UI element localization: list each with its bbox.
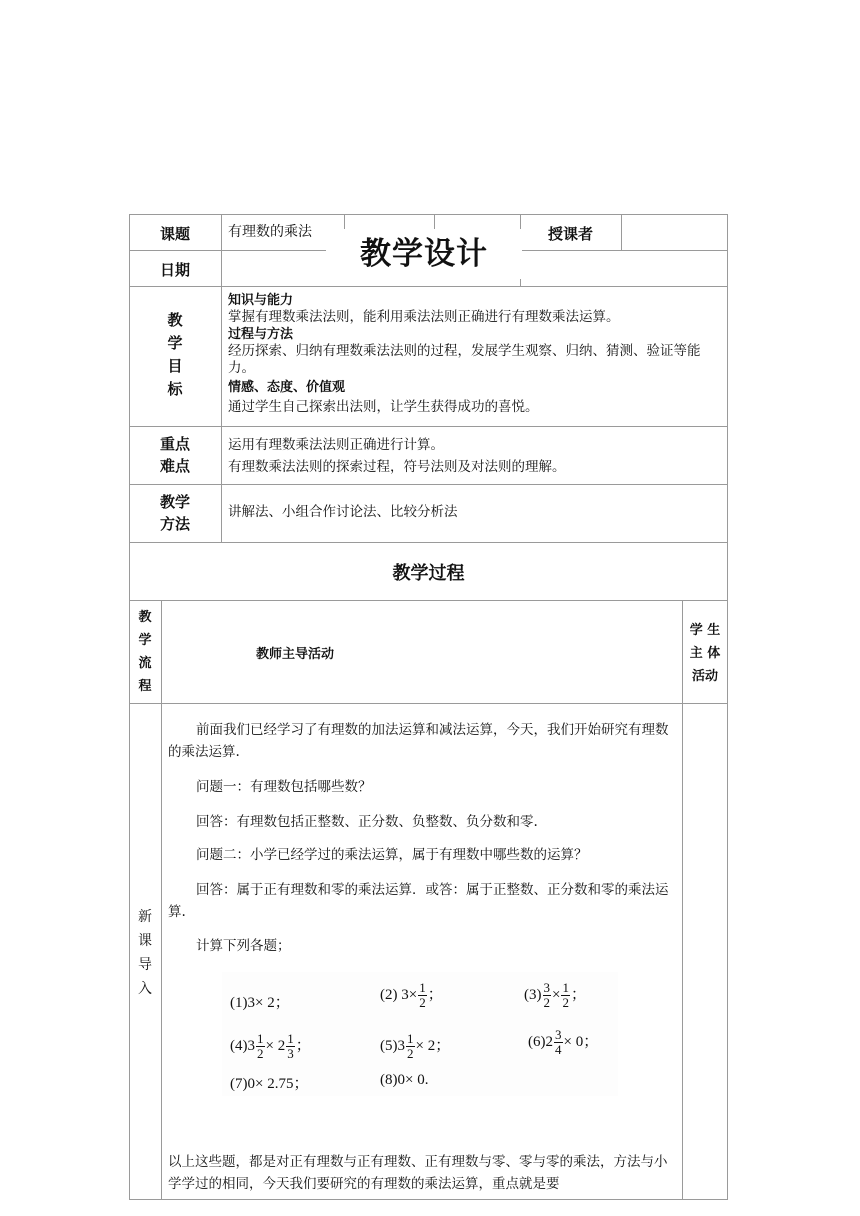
question-two: 问题二：小学已经学过的乘法运算，属于有理数中哪些数的运算？ <box>196 847 588 863</box>
answer-two: 回答：属于正有理数和零的乘法运算．或答：属于正整数、正分数和零的乘法运算. <box>168 882 669 920</box>
goals-content <box>228 292 723 416</box>
exercise-4: (4)3 $\frac{1}{2}$ × 2 $\frac{1}{3}$ ； <box>230 1031 311 1061</box>
teacher-label: 授课者 <box>547 225 593 243</box>
key-content <box>228 434 723 478</box>
summary-paragraph: 以上这些题，都是对正有理数与正有理数、正有理数与零、零与零的乘法，方法与小学学过的相同，今天我们要研究的有理数的乘法运算，重点就是要 <box>168 1154 668 1192</box>
student-activity-header: 学 生 主 体 活动 <box>689 623 721 684</box>
row-divider <box>129 600 728 601</box>
exercise-7: (7)0× 2.75； <box>230 1076 309 1092</box>
col-divider <box>221 214 222 542</box>
question-one: 问题一：有理数包括哪些数？ <box>196 779 372 795</box>
goal-text-process: 经历探索、归纳有理数乘法法则的过程，发展学生观察、归纳、猜测、验证等能力。 <box>228 343 701 376</box>
row-divider <box>129 542 728 543</box>
exercise-2: (2) 3× $\frac{1}{2}$ ； <box>380 980 443 1010</box>
goal-heading-attitude: 情感、态度、价值观 <box>228 380 346 395</box>
col-divider <box>682 600 683 1200</box>
goal-text-knowledge: 掌握有理数乘法法则，能利用乘法法则正确进行有理数乘法运算。 <box>228 309 620 325</box>
exercise-8: (8)0× 0. <box>380 1072 429 1088</box>
goal-text-attitude: 通过学生自己探索出法则，让学生获得成功的喜悦。 <box>228 399 539 415</box>
answer-one: 回答：有理数包括正整数、正分数、负整数、负分数和零. <box>196 814 538 830</box>
page-title: 教学设计 <box>326 229 522 279</box>
row-divider <box>129 484 728 485</box>
exercise-6: (6)2 $\frac{3}{4}$ × 0； <box>528 1027 599 1057</box>
col-divider <box>161 600 162 1200</box>
calc-instruction: 计算下列各题； <box>196 938 291 954</box>
difficult-point: 有理数乘法法则的探索过程，符号法则及对法则的理解。 <box>228 459 566 475</box>
intro-paragraph: 前面我们已经学习了有理数的加法运算和减法运算，今天，我们开始研究有理数的乘法运算. <box>168 722 669 760</box>
phase-label-intro: 新 课 导 入 <box>138 909 152 997</box>
row-divider <box>129 426 728 427</box>
col-divider <box>621 214 622 250</box>
course-value: 有理数的乘法 <box>228 224 312 240</box>
goal-heading-knowledge: 知识与能力 <box>228 293 294 308</box>
key-difficulty-label: 重点 难点 <box>159 435 190 475</box>
goal-heading-process: 过程与方法 <box>228 327 294 342</box>
method-label: 教学 方法 <box>159 493 190 533</box>
row-divider <box>129 286 728 287</box>
course-label: 课题 <box>159 225 190 243</box>
process-title: 教学过程 <box>392 563 465 584</box>
method-text: 讲解法、小组合作讨论法、比较分析法 <box>228 504 458 520</box>
key-point: 运用有理数乘法法则正确进行计算。 <box>228 437 444 453</box>
exercise-5: (5)3 $\frac{1}{2}$ × 2； <box>380 1031 451 1061</box>
goals-label: 教 学 目 标 <box>167 311 183 398</box>
flow-header: 教 学 流 程 <box>138 610 152 694</box>
exercise-1: (1)3× 2； <box>230 995 290 1011</box>
date-label: 日期 <box>159 261 190 279</box>
row-divider <box>129 703 728 704</box>
exercise-3: (3) $\frac{3}{2}$ × $\frac{1}{2}$ ； <box>524 980 586 1010</box>
teacher-activity-header: 教师主导活动 <box>256 647 335 662</box>
